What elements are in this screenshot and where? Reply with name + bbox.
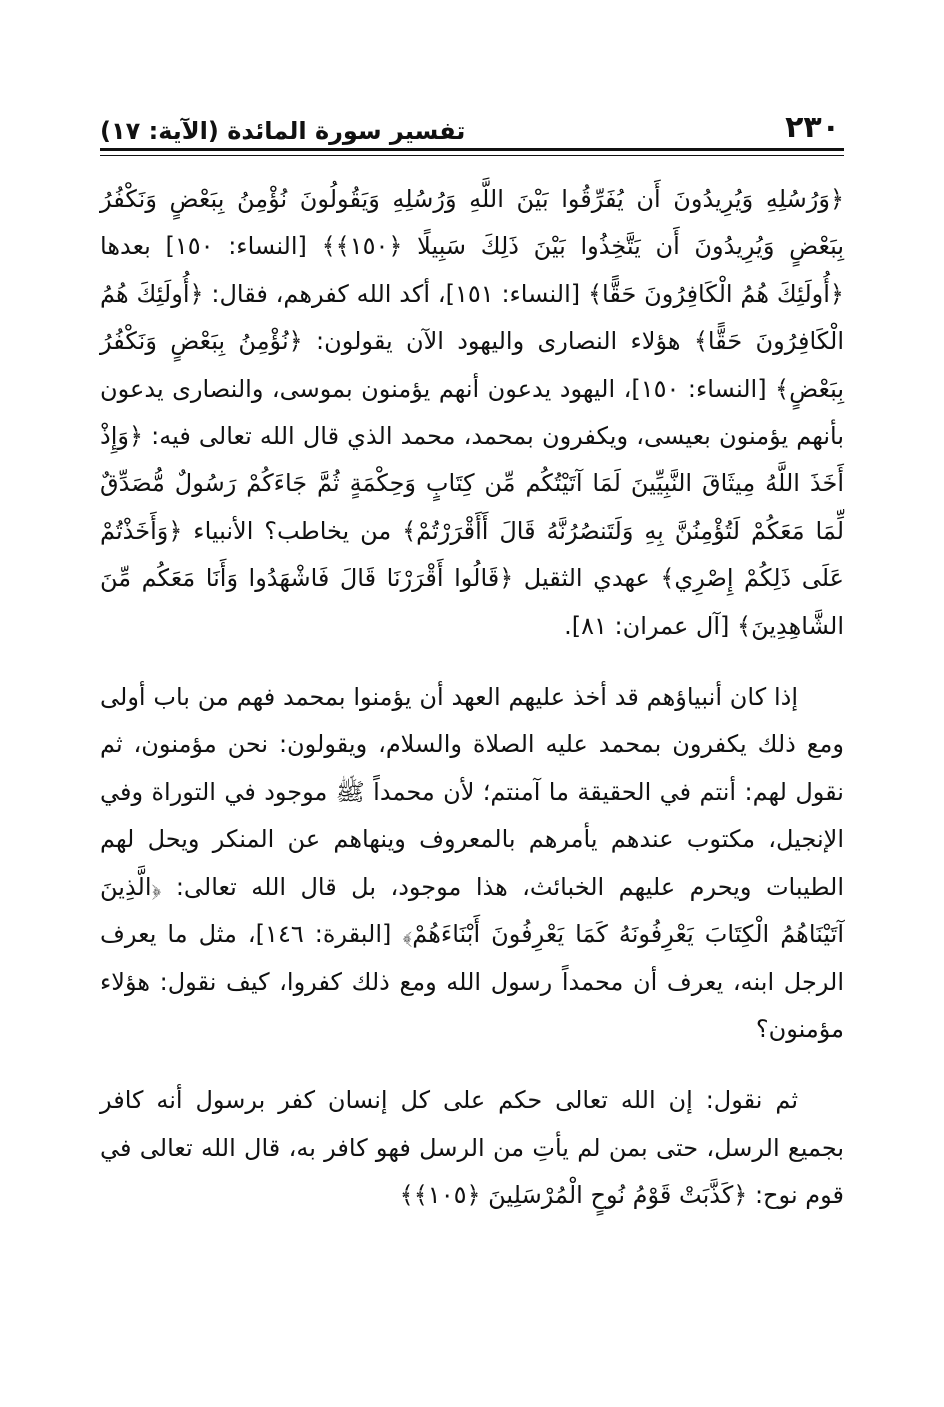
page-body bbox=[100, 176, 844, 1220]
paragraph-2 bbox=[100, 674, 844, 1053]
paragraph-1: ﴿وَرُسُلِهِ وَيُرِيدُونَ أَن يُفَرِّقُوا بَيْنَ اللَّهِ وَرُسُلِهِ وَيَقُولُونَ نُؤْمِنُ بِبَعْضٍ وَنَكْفُرُ بِبَعْضٍ وَيُرِيدُونَ أَن يَتَّخِذُوا بَيْنَ ذَلِكَ سَبِيلًا ﴿١٥٠﴾﴾ [النساء: ١٥٠] بعدها ﴿أُولَئِكَ هُمُ الْكَافِرُونَ حَقًّا﴾ [النساء: ١٥١]، أكد الله كفرهم، فقال: ﴿أُولَئِكَ هُمُ الْكَافِرُونَ حَقًّا﴾ هؤلاء النصارى واليهود الآن يقولون: ﴿نُؤْمِنُ بِبَعْضٍ وَنَكْفُرُ بِبَعْضٍ﴾ [النساء: ١٥٠]، اليهود يدعون أنهم يؤمنون بموسى، والنصارى يدعون بأنهم يؤمنون بعيسى، ويكفرون بمحمد، محمد الذي قال الله تعالى فيه: ﴿وَإِذْ أَخَذَ اللَّهُ مِيثَاقَ النَّبِيِّينَ لَمَا آتَيْتُكُم مِّن كِتَابٍ وَحِكْمَةٍ ثُمَّ جَاءَكُمْ رَسُولٌ مُّصَدِّقٌ لِّمَا مَعَكُمْ لَتُؤْمِنُنَّ بِهِ وَلَتَنصُرُنَّهُ قَالَ أَأَقْرَرْتُمْ﴾ من يخاطب؟ الأنبياء ﴿وَأَخَذْتُمْ عَلَى ذَلِكُمْ إِصْرِي﴾ عهدي الثقيل ﴿قَالُوا أَقْرَرْنَا قَالَ فَاشْهَدُوا وَأَنَا مَعَكُم مِّنَ الشَّاهِدِينَ﴾ [آل عمران: ٨١]. bbox=[100, 185, 845, 640]
paragraph-3-text: ثم نقول: إن الله تعالى حكم على كل إنسان كفر برسول أنه كافر بجميع الرسل، حتى بمن لم يأتِ من الرسل فهو كافر به، قال الله تعالى في قوم نوح: ﴿كَذَّبَتْ قَوْمُ نُوحٍ الْمُرْسَلِينَ ﴿١٠٥﴾﴾ bbox=[100, 1086, 844, 1210]
header-rule-thin bbox=[100, 155, 844, 156]
header-rule-thick bbox=[100, 148, 844, 151]
paragraph-2-text: إذا كان أنبياؤهم قد أخذ عليهم العهد أن يؤمنوا بمحمد فهم من باب أولى ومع ذلك يكفرون بمحمد عليه الصلاة والسلام، ويقولون: نحن مؤمنون، ثم نقول لهم: أنتم في الحقيقة ما آمنتم؛ لأن محمداً ﷺ موجود في التوراة وفي الإنجيل، مكتوب عندهم يأمرهم بالمعروف وينهاهم عن المنكر ويحل لهم الطيبات ويحرم عليهم الخبائث، هذا موجود، بل قال الله تعالى: ﴿الَّذِينَ آتَيْنَاهُمُ الْكِتَابَ يَعْرِفُونَهُ كَمَا يَعْرِفُونَ أَبْنَاءَهُمْ﴾ [البقرة: ١٤٦]، مثل ما يعرف الرجل ابنه، يعرف أن محمداً رسول الله ومع ذلك كفروا، كيف نقول: هؤلاء مؤمنون؟ bbox=[100, 683, 844, 1043]
running-title: تفسير سورة المائدة (الآية: ١٧) bbox=[100, 117, 466, 145]
page-header bbox=[100, 108, 844, 152]
paragraph-3 bbox=[100, 1077, 844, 1219]
page-number: ٢٣٠ bbox=[785, 110, 840, 145]
